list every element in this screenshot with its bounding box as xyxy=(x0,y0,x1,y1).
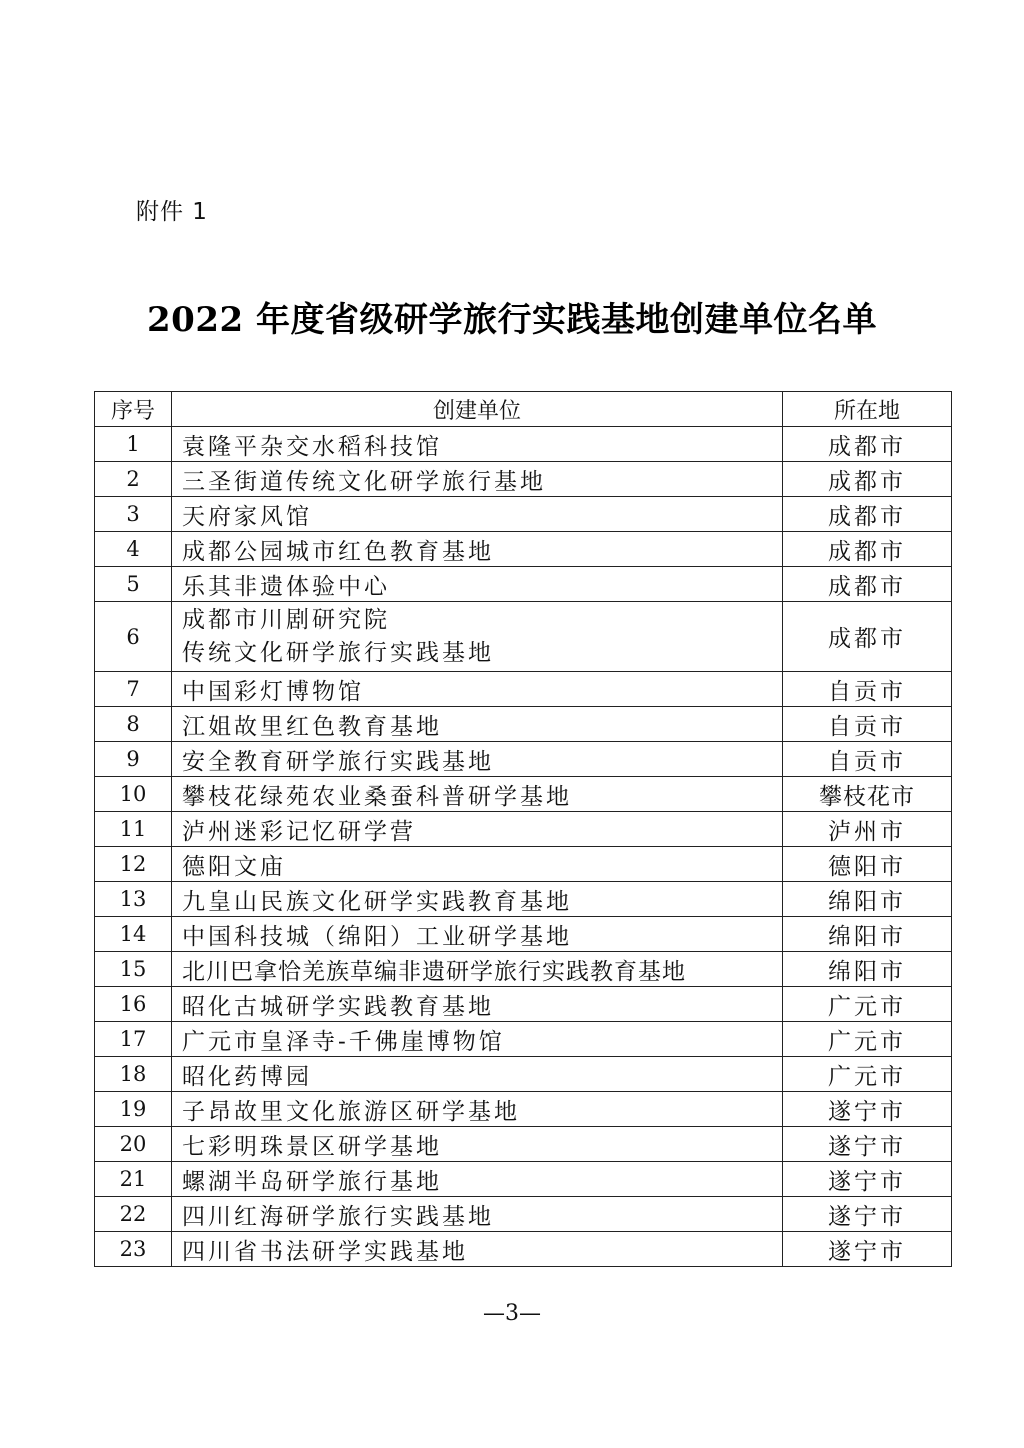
base-list-table xyxy=(94,391,952,1267)
row-unit: 三圣街道传统文化研学旅行基地 xyxy=(172,462,783,497)
table-row xyxy=(95,462,952,497)
row-location: 绵阳市 xyxy=(783,952,952,987)
row-number: 4 xyxy=(95,532,172,567)
table-row xyxy=(95,532,952,567)
row-unit: 泸州迷彩记忆研学营 xyxy=(172,812,783,847)
attachment-label: 附件 1 xyxy=(136,199,208,225)
row-unit: 九皇山民族文化研学实践教育基地 xyxy=(172,882,783,917)
row-unit: 昭化古城研学实践教育基地 xyxy=(172,987,783,1022)
row-location: 遂宁市 xyxy=(783,1197,952,1232)
row-location: 成都市 xyxy=(783,497,952,532)
row-location: 绵阳市 xyxy=(783,882,952,917)
row-unit: 七彩明珠景区研学基地 xyxy=(172,1127,783,1162)
row-unit: 中国彩灯博物馆 xyxy=(172,672,783,707)
row-number: 14 xyxy=(95,917,172,952)
row-location: 广元市 xyxy=(783,987,952,1022)
table-row xyxy=(95,742,952,777)
row-unit: 中国科技城（绵阳）工业研学基地 xyxy=(172,917,783,952)
row-number: 5 xyxy=(95,567,172,602)
table-header-row xyxy=(95,392,952,427)
table-row xyxy=(95,567,952,602)
row-unit: 袁隆平杂交水稻科技馆 xyxy=(172,427,783,462)
row-location: 自贡市 xyxy=(783,707,952,742)
row-number: 2 xyxy=(95,462,172,497)
table-row xyxy=(95,1092,952,1127)
row-unit: 北川巴拿恰羌族草编非遗研学旅行实践教育基地 xyxy=(172,952,783,987)
row-number: 11 xyxy=(95,812,172,847)
row-location: 广元市 xyxy=(783,1057,952,1092)
row-number: 18 xyxy=(95,1057,172,1092)
row-location: 绵阳市 xyxy=(783,917,952,952)
row-number: 9 xyxy=(95,742,172,777)
table-row xyxy=(95,672,952,707)
row-unit: 乐其非遗体验中心 xyxy=(172,567,783,602)
table-row xyxy=(95,1057,952,1092)
row-location: 泸州市 xyxy=(783,812,952,847)
row-unit: 攀枝花绿苑农业桑蚕科普研学基地 xyxy=(172,777,783,812)
row-number: 17 xyxy=(95,1022,172,1057)
row-number: 1 xyxy=(95,427,172,462)
table-row xyxy=(95,812,952,847)
row-location: 遂宁市 xyxy=(783,1092,952,1127)
row-number: 8 xyxy=(95,707,172,742)
table-row xyxy=(95,777,952,812)
row-unit xyxy=(172,602,783,672)
row-unit: 成都公园城市红色教育基地 xyxy=(172,532,783,567)
row-location: 成都市 xyxy=(783,567,952,602)
row-location: 遂宁市 xyxy=(783,1232,952,1267)
row-location: 广元市 xyxy=(783,1022,952,1057)
row-unit: 螺湖半岛研学旅行基地 xyxy=(172,1162,783,1197)
header-serial-number: 序号 xyxy=(95,392,172,427)
table-row xyxy=(95,1232,952,1267)
table-row xyxy=(95,1197,952,1232)
row-location: 德阳市 xyxy=(783,847,952,882)
page-number: —3— xyxy=(483,1301,541,1326)
row-location: 成都市 xyxy=(783,532,952,567)
row-location: 攀枝花市 xyxy=(783,777,952,812)
row-number: 16 xyxy=(95,987,172,1022)
row-unit: 四川红海研学旅行实践基地 xyxy=(172,1197,783,1232)
row-location: 成都市 xyxy=(783,602,952,672)
row-location: 成都市 xyxy=(783,427,952,462)
table-row xyxy=(95,917,952,952)
row-unit-line-1: 成都市川剧研究院 xyxy=(182,606,390,633)
table-row xyxy=(95,987,952,1022)
row-unit: 德阳文庙 xyxy=(172,847,783,882)
row-location: 自贡市 xyxy=(783,742,952,777)
row-number: 22 xyxy=(95,1197,172,1232)
row-unit: 昭化药博园 xyxy=(172,1057,783,1092)
table-row xyxy=(95,1162,952,1197)
row-number: 23 xyxy=(95,1232,172,1267)
table-row xyxy=(95,497,952,532)
row-unit: 子昂故里文化旅游区研学基地 xyxy=(172,1092,783,1127)
row-location: 自贡市 xyxy=(783,672,952,707)
row-unit: 四川省书法研学实践基地 xyxy=(172,1232,783,1267)
row-number: 21 xyxy=(95,1162,172,1197)
row-unit: 广元市皇泽寺-千佛崖博物馆 xyxy=(172,1022,783,1057)
row-number: 3 xyxy=(95,497,172,532)
row-unit-line-2: 传统文化研学旅行实践基地 xyxy=(182,639,494,666)
row-number: 10 xyxy=(95,777,172,812)
row-number: 13 xyxy=(95,882,172,917)
row-unit: 江姐故里红色教育基地 xyxy=(172,707,783,742)
row-number: 15 xyxy=(95,952,172,987)
header-unit: 创建单位 xyxy=(172,392,783,427)
row-number: 20 xyxy=(95,1127,172,1162)
header-location: 所在地 xyxy=(783,392,952,427)
document-title: 2022 年度省级研学旅行实践基地创建单位名单 xyxy=(147,300,877,340)
table-row xyxy=(95,952,952,987)
row-number: 12 xyxy=(95,847,172,882)
row-unit: 天府家风馆 xyxy=(172,497,783,532)
row-unit: 安全教育研学旅行实践基地 xyxy=(172,742,783,777)
row-number: 19 xyxy=(95,1092,172,1127)
table-row xyxy=(95,882,952,917)
table-row xyxy=(95,427,952,462)
table-row xyxy=(95,1022,952,1057)
row-number: 7 xyxy=(95,672,172,707)
table-row xyxy=(95,602,952,672)
row-location: 成都市 xyxy=(783,462,952,497)
row-number: 6 xyxy=(95,602,172,672)
table-row xyxy=(95,847,952,882)
table-row xyxy=(95,1127,952,1162)
row-location: 遂宁市 xyxy=(783,1162,952,1197)
row-location: 遂宁市 xyxy=(783,1127,952,1162)
table-row xyxy=(95,707,952,742)
